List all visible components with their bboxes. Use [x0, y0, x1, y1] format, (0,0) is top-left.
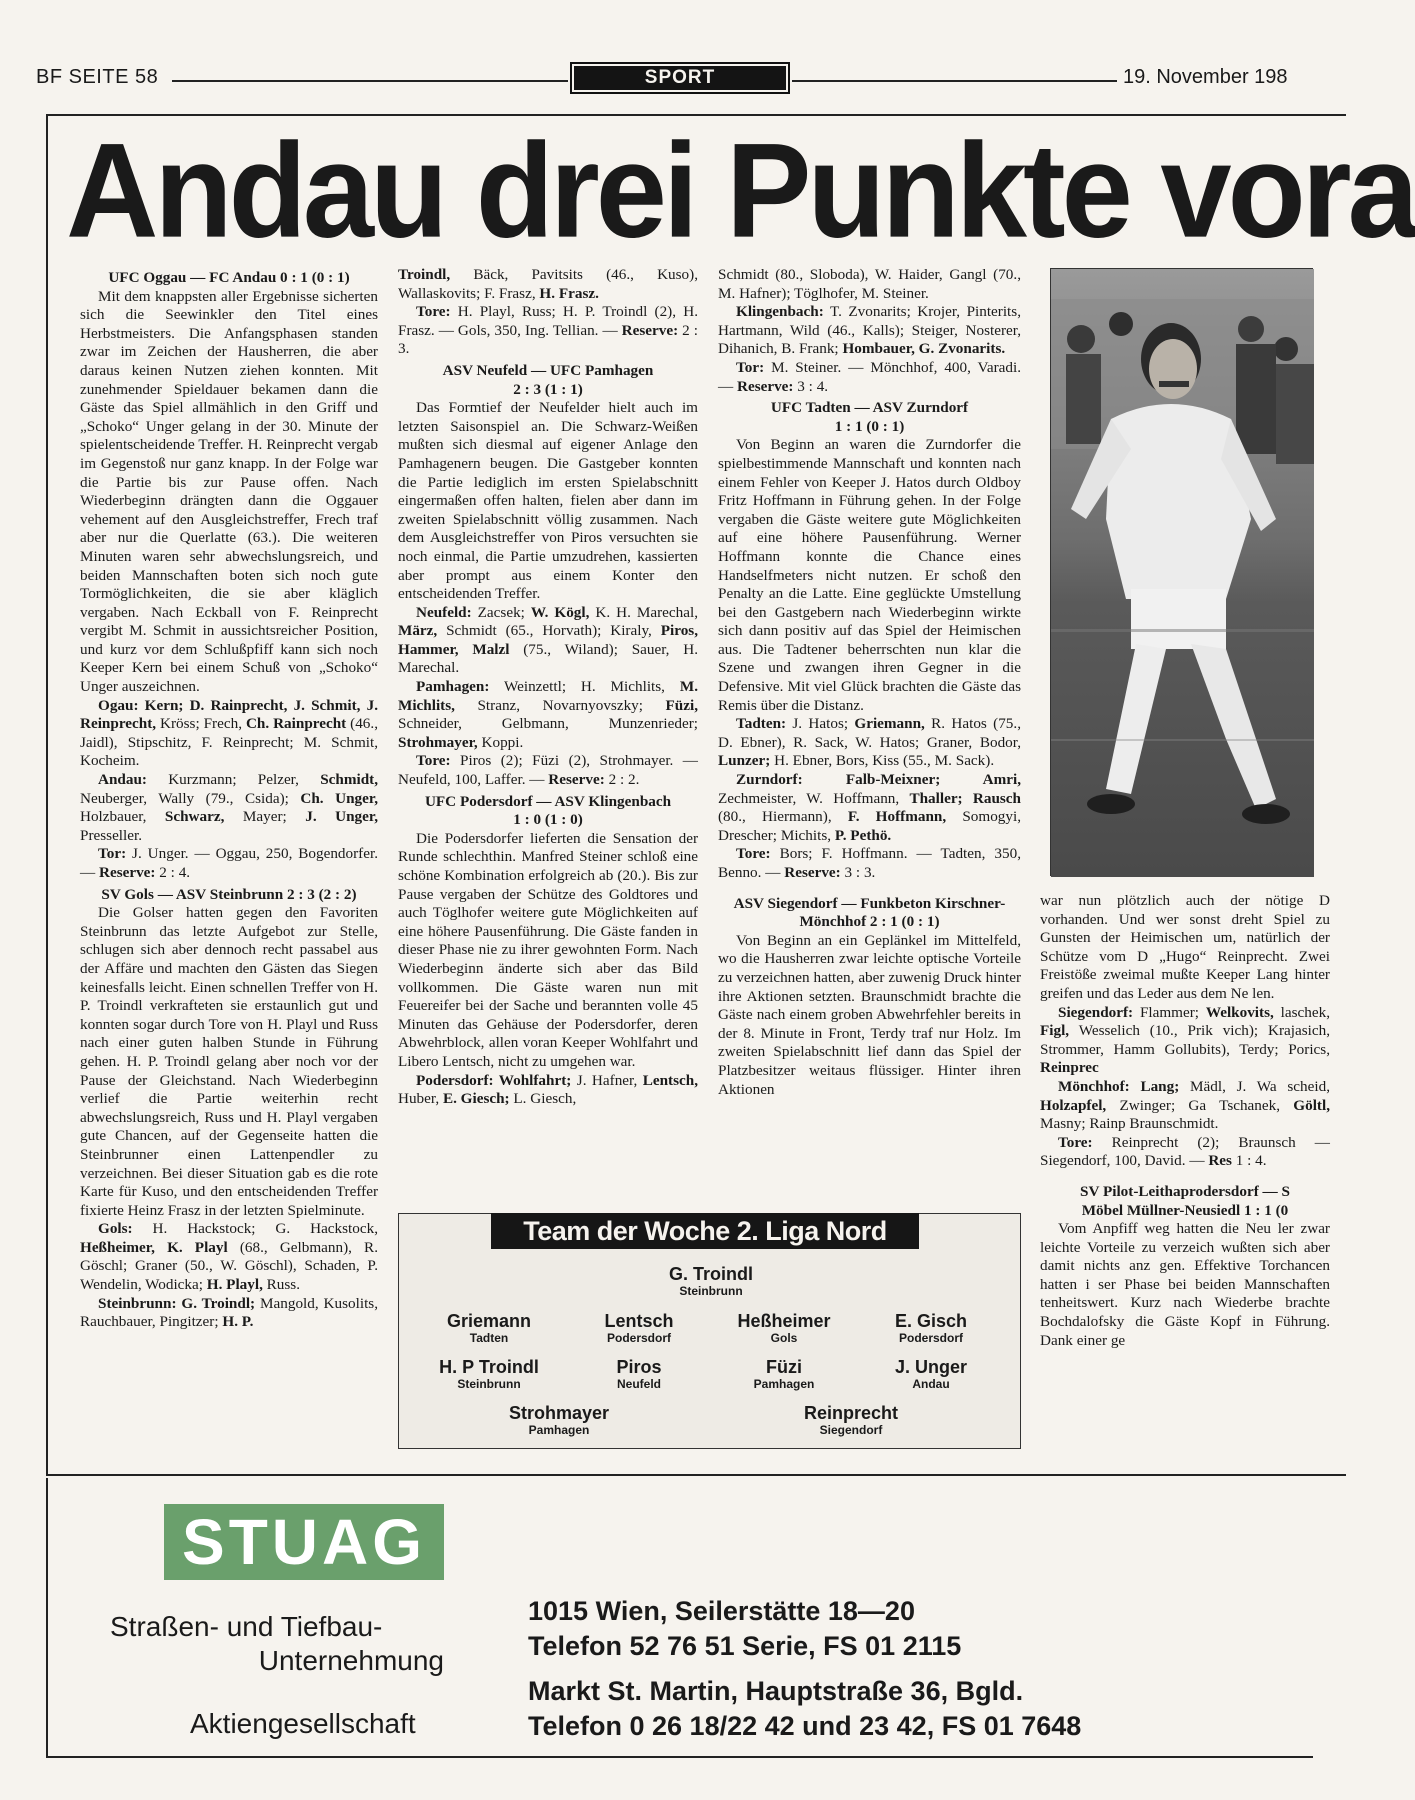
match-heading: UFC Oggau — FC Andau 0 : 1 (0 : 1) [108, 269, 350, 286]
section-label: SPORT [574, 66, 786, 90]
match-heading: SV Pilot-Leithaprodersdorf — S Möbel Müllner-Neusiedl 1 : 1 (0 [1080, 1182, 1290, 1219]
football-player-photo [1051, 269, 1314, 877]
lineup: Podersdorf: Wohlfahrt; J. Hafner, Lentsch, Huber, E. Giesch; L. Giesch, [398, 1071, 698, 1108]
match-report: Vom Anpfiff weg hatten die Neu ler zwar leichte Vorteile zu verzeich wußten sich aber damit nichts anz gen. Effektive Torchancen hatten i ser Phase bei beiden Mannschaften tenheitswert. Kurz nach Wiederbe brachte Bochdalofsky die Gäste Kopf in Führung. Dank einer ge [1040, 1220, 1330, 1349]
team-of-the-week-box [398, 1213, 1021, 1449]
goals-line: Tor: J. Unger. — Oggau, 250, Bogendorfer. — Reserve: 2 : 4. [80, 845, 378, 881]
player-card: J. Unger Andau [894, 1357, 968, 1391]
header-rule-right [792, 80, 1117, 82]
stuag-logo: STUAG [164, 1504, 444, 1580]
player-card: Füzi Pamhagen [753, 1357, 815, 1391]
player-card: Griemann Tadten [446, 1311, 532, 1345]
article-column-3 [718, 266, 1021, 1099]
lineup: Pamhagen: Weinzettl; H. Michlits, M. Michlits, Stranz, Novarnyovszky; Füzi, Schneider, Gelbmann, Munzenrieder; Strohmayer, Koppi. [398, 678, 698, 751]
match-heading: UFC Tadten — ASV Zurndorf 1 : 1 (0 : 1) [770, 399, 969, 435]
lineup: Andau: Kurzmann; Pelzer, Schmidt, Neuberger, Wally (79., Csida); Ch. Unger, Holzbauer, Schwarz, Mayer; J. Unger, Presseller. [80, 771, 379, 844]
match-report: Das Formtief der Neufelder hielt auch im letzten Saisonspiel an. Die Schwarz-Weißen mußten sich diesmal auf eigener Anlage den Pamhagenern beugen. Die Gastgeber konnten die Partie lediglich im ersten Spielabschnitt eingermaßen offen halten, fielen aber dann im zweiten Spielabschnitt völlig zusammen. Nach dem Ausgleichstreffer von Piros versuchten sie noch einmal, die Partie umzudrehen, kassierten aber prompt aus einem Konter den entscheidenden Treffer. [398, 399, 698, 603]
address-vienna: 1015 Wien, Seilerstätte 18—20 [528, 1596, 915, 1626]
player-card: Lentsch Podersdorf [604, 1311, 674, 1345]
phone-vienna: Telefon 52 76 51 Serie, FS 01 2115 [528, 1631, 962, 1661]
match-report: Von Beginn an waren die Zurndorfer die spielbestimmende Mannschaft und konnten nach einem Fehler von Keeper J. Hatos durch Oldboy Fritz Hoffmann in Führung gehen. In der Folge vergaben die Gäste weitere gute Möglichkeiten auf eine höhere Pausenführung. Werner Hoffmann konnte die Chance eines Handselfmeters nicht nutzen. Er schoß den Penalty an die Latte. Eine geglückte Umstellung bei den Gastgebern nach Wiederbeginn wirkte sich dann positiv auf das Spiel der Heimischen aus. Die Tadtener beherrschten nun klar die Szene und zwangen ihren Gegner in die Defensive. Mit viel Glück brachten die Gäste das Remis über die Distanz. [718, 436, 1021, 714]
issue-date: 19. November 198 [1123, 66, 1288, 88]
page-number: BF SEITE 58 [36, 66, 159, 88]
lineup: Klingenbach: T. Zvonarits; Krojer, Pinterits, Hartmann, Wild (46., Kalls); Steiger, Nosterer, Dihanich, B. Frank; Hombauer, G. Zvonarits. [718, 303, 1021, 358]
company-legal-form: Aktiengesellschaft [190, 1708, 416, 1739]
goals-line: Tor: M. Steiner. — Mönchhof, 400, Varadi. — Reserve: 3 : 4. [718, 358, 1021, 395]
section-badge [570, 62, 790, 94]
lineup: Steinbrunn: G. Troindl; Mangold, Kusolits, Rauchbauer, Pingitzer; H. P. [80, 1294, 378, 1331]
player-card: Piros Neufeld [616, 1357, 662, 1391]
lineup: Siegendorf: Flammer; Welkovits, laschek, Figl, Wesselich (10., Prik vich); Krajasich, Strommer, Hamm Gollubits), Terdy; Porics, Reinprec [1040, 1003, 1330, 1077]
player-card: E. Gisch Podersdorf [894, 1311, 968, 1345]
player-card: G. Troindl Steinbrunn [669, 1264, 753, 1298]
team-title: Team der Woche 2. Liga Nord [491, 1213, 919, 1249]
match-report: Von Beginn an ein Geplänkel im Mittelfeld, wo die Hausherren zwar leichte optische Vorteile zu verzeichnen hatten, aber zuwenig Druck hinter ihre Aktionen setzten. Braunschmidt brachte die Gäste nach einem groben Abwehrfehler bereits in der 8. Minute in Front, Terdy traf nur Holz. Im zweiten Spielabschnitt lief dann das Spiel der Platzbesitzer weitaus flüssiger. Hinter ihren Aktionen [718, 931, 1021, 1098]
goals-line: Tore: Reinprecht (2); Braunsch — Siegendorf, 100, David. — Res 1 : 4. [1040, 1133, 1330, 1170]
article-column-1 [80, 266, 378, 1332]
player-card: Heßheimer Gols [737, 1311, 831, 1345]
match-report: war nun plötzlich auch der nötige D vorhanden. Und wer sonst dreht Spiel zu Gunsten der Heimischen um, natürlich der Schütze vom D „Hugo“ Reinprecht. Zwei Freistöße zweimal mußte Keeper Lang hinter greifen und das Leder aus dem Ne len. [1040, 892, 1330, 1002]
phone-markt-st-martin: Telefon 0 26 18/22 42 und 23 42, FS 01 7648 [528, 1711, 1082, 1741]
player-card: Reinprecht Siegendorf [803, 1403, 899, 1437]
lineup: Neufeld: Zacsek; W. Kögl, K. H. Marechal, März, Schmidt (65., Horvath); Kiraly, Piros, Hammer, Malzl (75., Wiland); Sauer, H. Marechal. [398, 603, 698, 677]
match-heading: ASV Siegendorf — Funkbeton Kirschner-Mönchhof 2 : 1 (0 : 1) [733, 894, 1006, 931]
lineup: Schmidt (80., Sloboda), W. Haider, Gangl (70., M. Hafner); Töglhofer, M. Steiner. [718, 266, 1021, 302]
goals-line: Tore: H. Playl, Russ; H. P. Troindl (2), H. Frasz. — Gols, 350, Ing. Tellian. — Reserve: 2 : 3. [398, 303, 698, 358]
match-report: Die Golser hatten gegen den Favoriten Steinbrunn das letzte Aufgebot zur Stelle, schlugen sich aber dennoch recht passabel aus der Affäre und machten den Gästen das Siegen keinesfalls leicht. Einen schnellen Treffer von H. P. Troindl verkrafteten sie erstaunlich gut und konnten sogar durch Tore von H. Playl und Russ nach einer guten halben Stunde in Führung gehen. H. P. Troindl gelang aber noch vor der Pause der Gleichstand. Nach Wiederbeginn verlief die Partie weiterhin recht abwechslungsreich, Russ und H. Playl vergaben gute Chancen, auf der Gegenseite hatten die Steinbrunner einen Lattenpendler zu verzeichnen. Bei dieser Situation gab es die rote Karte für Kuso, und den entscheidenden Treffer fixierte Heinz Frasz in der letzten Spielminute. [80, 904, 378, 1219]
match-report: Die Podersdorfer lieferten die Sensation der Runde schlechthin. Manfred Steiner schloß eine schöne Kombination erfolgreich ab (20.). Bis zur Pause vergaben der Schütze des Goldtores und auch Töglhofer weitere gute Möglichkeiten auf eine höhere Pausenführung. Die Gäste fanden in dieser Phase nie zu ihrer gewohnten Form. Nach Wiederbeginn änderte sich aber das Bild vollkommen. Die Gäste waren nun mit Feuereifer bei der Sache und berannten volle 45 Minuten das Gehäuse der Podersdorfer, deren Abwehrblock, allen voran Keeper Wohlfahrt und Libero Lentsch, nicht zu umgehen war. [398, 829, 698, 1070]
article-column-2 [398, 266, 698, 1109]
lineup: Gols: H. Hackstock; G. Hackstock, Heßheimer, K. Playl (68., Gelbmann), R. Göschl; Graner (50., W. Göschl), Schaden, P. Wendelin, Wodicka; H. Playl, Russ. [80, 1220, 378, 1294]
lineup: Tadten: J. Hatos; Griemann, R. Hatos (75., D. Ebner), R. Sack, W. Hatos; Graner, Bodor, Lunzer; H. Ebner, Bors, Kiss (55., M. Sack). [718, 715, 1021, 770]
player-card: Strohmayer Pamhagen [508, 1403, 610, 1437]
lineup: Mönchhof: Lang; Mädl, J. Wa scheid, Holzapfel, Zwinger; Ga Tschanek, Göltl, Masny; Rainp Braunschmidt. [1040, 1077, 1330, 1133]
match-report: Mit dem knappsten aller Ergebnisse sicherten sich die Seewinkler den Titel eines Herbstmeisters. Die Anfangsphasen standen zwar im Zeichen der Hausherren, die aber daraus keinen Nutzen ziehen konnten. Mit zunehmender Spieldauer bekamen dann die Gäste das Spiel allmählich in den Griff und „Schoko“ Unger gelang in der 30. Minute der spielentscheidende Treffer. H. Reinprecht vergab im Gegenstoß nur ganz knapp. In der Folge war die Partie bis zur Pause offen. Nach Wiederbeginn drängten dann die Oggauer vehement auf den Ausgleichstreffer, Frech traf aber nur die Querlatte (63.). Die weiteren Minuten waren sehr abwechslungsreich, und beiden Mannschaften boten sich noch gute Tormöglichkeiten, die sie aber kläglich vergaben. Nach Eckball von F. Reinprecht vergibt M. Schmit in aussichtsreicher Position, und kurz vor dem Schlußpfiff kann sich noch Keeper Kern bei einem Schuß von „Schoko“ Unger auszeichnen. [80, 287, 378, 696]
headline: Andau drei Punkte vora [66, 115, 1415, 267]
match-heading: UFC Podersdorf — ASV Klingenbach 1 : 0 (1 : 0) [424, 792, 672, 829]
header-rule-left [172, 80, 568, 82]
company-description: Straßen- und Tiefbau- Unternehmung [110, 1611, 444, 1676]
address-markt-st-martin: Markt St. Martin, Hauptstraße 36, Bgld. [528, 1676, 1024, 1706]
lineup: Ogau: Kern; D. Rainprecht, J. Schmit, J. Reinprecht, Kröss; Frech, Ch. Rainprecht (46., Jaidl), Stipschitz, F. Reinprecht; M. Schmit, Kocheim. [80, 696, 378, 770]
player-card: H. P Troindl Steinbrunn [439, 1357, 539, 1391]
article-column-4 [1040, 892, 1330, 1472]
goals-line: Tore: Bors; F. Hoffmann. — Tadten, 350, Benno. — Reserve: 3 : 3. [718, 845, 1021, 881]
goals-line: Tore: Piros (2); Füzi (2), Strohmayer. — Neufeld, 100, Laffer. — Reserve: 2 : 2. [398, 752, 698, 789]
match-heading: ASV Neufeld — UFC Pamhagen 2 : 3 (1 : 1) [442, 361, 654, 398]
lineup: Troindl, Bäck, Pavitsits (46., Kuso), Wallaskovits; F. Frasz, H. Frasz. [398, 266, 698, 302]
page-header [0, 62, 1313, 98]
match-photo [1050, 268, 1313, 876]
lineup: Zurndorf: Falb-Meixner; Amri, Zechmeister, W. Hoffmann, Thaller; Rausch (80., Hiermann), F. Hoffmann, Somogyi, Drescher; Michits, P. Pethö. [718, 771, 1022, 844]
match-heading: SV Gols — ASV Steinbrunn 2 : 3 (2 : 2) [101, 885, 357, 903]
